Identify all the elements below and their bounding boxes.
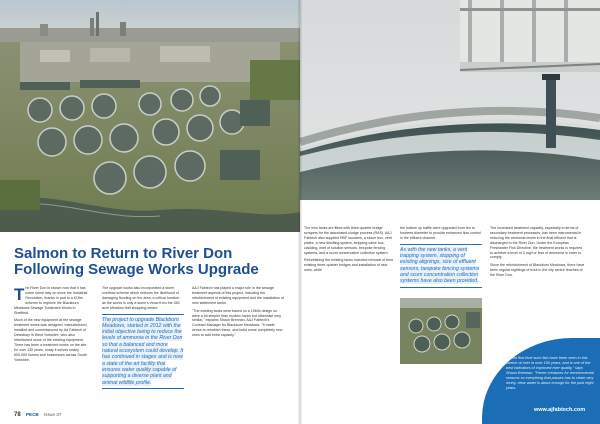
column-4-paragraph-2: Refurbishing the existing tanks included removal of their existing three-quarter bridges and installation of new ones, while: [304, 258, 394, 273]
pull-quote-2-text: As with the new tanks, a vent trapping system, stopping of existing alignings, size of effluent sensors, bespoke fencing systems and scum concentration collection systems have also been provided.: [400, 246, 480, 285]
article-headline: [14, 246, 294, 278]
issue-number: Issue 37: [44, 412, 62, 417]
pull-quote-1-text: The project to upgrade Blackburn Meadows, started in 2012 with the initial objective being to reduce the levels of ammonia in the River Don so that a balanced and more natural ecosystem could develop. It has continued in stages and is now a state of the art facility that ensures water quality capable of supporting a diverse plant and animal wildlife profile.: [102, 316, 184, 386]
article-column-4: [304, 226, 394, 276]
page-number: 78: [14, 412, 21, 418]
pull-quote-2: [400, 244, 482, 288]
column-6-paragraph-2: Since the refurbishment of Blackburn Meadows, there have been regular sightings of trout in the city centre reaches of the River Don.: [490, 263, 585, 278]
inset-aerial-photo: [400, 298, 482, 364]
clarifier-tank-photo: [300, 0, 600, 200]
column-1-paragraph-2: Much of the new equipment at the sewage treatment works was designed, manufactured, installed and commissioned by Ad Fabtech of Dewsbury in West Yorkshire, who also refurbished some of the existing equipment. There has been a treatment works on the site for over 130 years, today it serves nearly 600,000 homes and businesses across South Yorkshire.: [14, 318, 88, 362]
column-1-paragraph-1-text: he River Don is shown now that it has come some way on since the Industrial Revolution, thanks in part to a £19m scheme to improve the Blackburn Meadows Sewage Treatment Works in Sheffield.: [14, 286, 88, 315]
inset-aerial-illustration: [400, 298, 482, 364]
article-column-5a: [400, 226, 482, 291]
article-column-2: [102, 286, 184, 392]
clarifier-photo-illustration: [300, 0, 600, 200]
quote-bubble: [482, 338, 600, 424]
column-3-paragraph-2: "The existing tanks were based on a 1960s design so were a lot simpler than modern tanks but otherwise very similar," explains Shaun Brennan, A&J Fabtech's Contract Manager for Blackburn Meadows. "It made sense to refurbish these, and build some completely new ones to add extra capacity.": [192, 308, 283, 338]
page-footer-left: [14, 412, 61, 418]
column-5a-paragraph: the bottom up baffle were upgraded from ten to fourteen diameter to provide enhanced flow control in the effluent channel.: [400, 226, 481, 240]
page-gutter: [298, 0, 302, 424]
right-page: [300, 0, 600, 424]
aerial-photo-sewage-works: [0, 0, 300, 232]
column-1-paragraph-1: [14, 286, 90, 315]
quote-text: It's the first time such fish have been seen in this stretch of river in over 100 years, and is one of the best indicators of improved river quality," says Shaun Brennan. "Fewer creatures for environmental reasons so everything that passes has to clean very nicely, clear water is about enough for the past eight years.: [506, 356, 594, 390]
column-2-paragraph-1: The upgrade works also incorporated a storm overflow scheme which reduces the likelihood of damaging flooding on the area; a critical function as the works is only a stone's throw from the 350 acre Meadow Hall shopping centre.: [102, 286, 180, 310]
aerial-photo-illustration: [0, 0, 300, 232]
website-link[interactable]: www.ajfabtech.com: [534, 407, 586, 413]
column-4-paragraph-1: The new tanks are fitted with three-quarter bridge scrapers for the associated sludge process (RAS). A&J Fabtech also supplied RBF launders, a sluice box, vent plates, a new desilting system, stripping valve box, cladding, inlet of solution sensors, bespoke fencing systems, and a scum conservation collection system.: [304, 226, 392, 255]
article-column-3: [192, 286, 284, 341]
drop-cap: T: [14, 285, 25, 304]
headline-line-1: Salmon to Return to River Don: [14, 245, 233, 262]
column-3-paragraph-1: A&J Fabtech has played a major role in the sewage treatment aspects of this project, including the refurbishment of existing equipment and the installation of new settlement tanks.: [192, 286, 284, 305]
pull-quote-1: [102, 314, 184, 389]
headline-line-2: Following Sewage Works Upgrade: [14, 261, 259, 278]
publication-name: PECB: [25, 412, 39, 417]
column-6-paragraph-1: The increased treatment capacity, especially in terms of secondary treatment processes, has been instrumental in reducing the ammonia levels in the final effluent that is discharged to the River Don. Under the European Freshwater Fish Directive, the treatment works is required to achieve a level of 3 mg/l or less of ammonia in order to comply.: [490, 226, 583, 260]
article-column-6: [490, 226, 586, 281]
article-column-1: [14, 286, 90, 366]
